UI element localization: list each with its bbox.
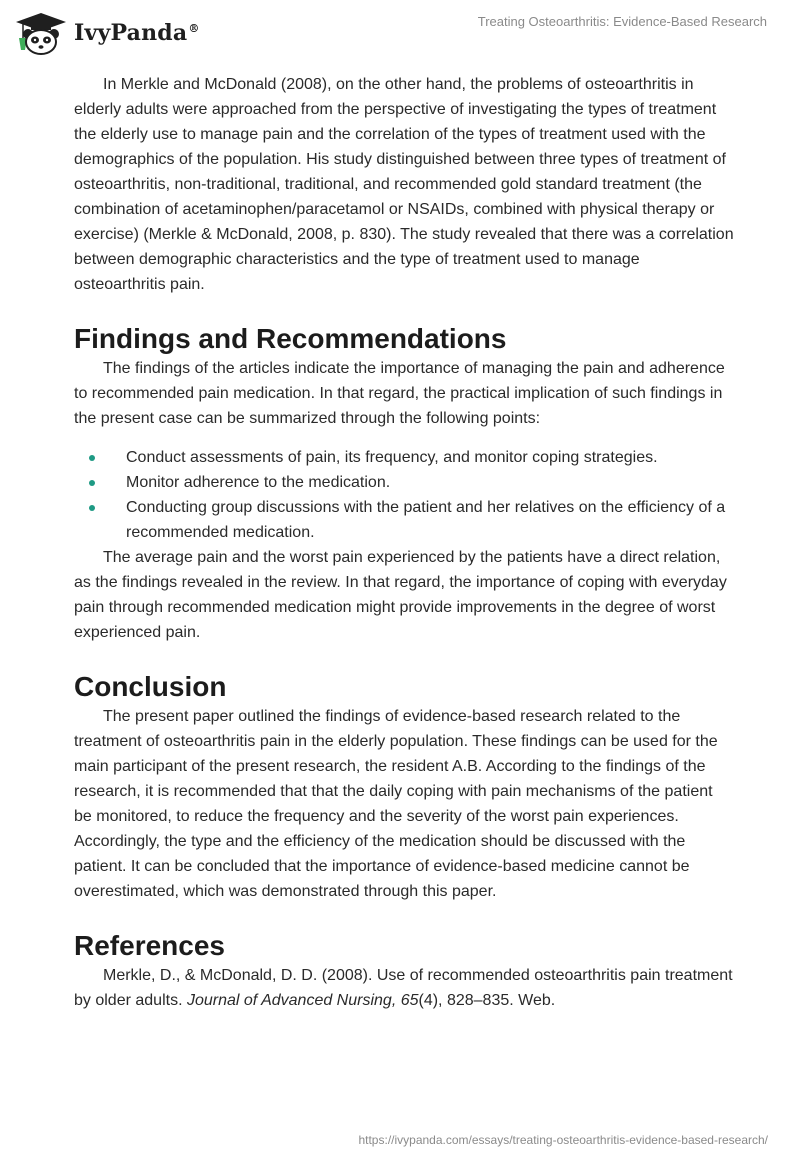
list-item: Monitor adherence to the medication. bbox=[74, 470, 734, 495]
findings-lead-paragraph: The findings of the articles indicate the importance of managing the pain and adherence to recommended pain medication. In that regard, the practical implication of such findings in the present case can be summarized through the following points: bbox=[74, 360, 725, 427]
conclusion-paragraph: The present paper outlined the findings of evidence-based research related to the treatment of osteoarthritis pain in the elderly population. These findings can be used for the main participant of the present research, the resident A.B. According to the findings of the research, it is recommended that that the daily coping with pain mechanisms of the patient be monitored, to reduce the frequency and the severity of the worst pain experiences. Accordingly, the type and the efficiency of the medication should be discussed with the patient. It can be concluded that the importance of evidence-based medicine cannot be overestimated, which was demonstrated through this paper. bbox=[74, 708, 718, 900]
page-header bbox=[0, 0, 800, 70]
bullet-dot-icon bbox=[89, 455, 95, 461]
list-item: Conduct assessments of pain, its frequency, and monitor coping strategies. bbox=[74, 445, 734, 470]
brand-logo-link[interactable] bbox=[14, 10, 200, 56]
findings-heading: Findings and Recommendations bbox=[74, 323, 507, 354]
brand-name: IvyPanda® bbox=[74, 20, 200, 46]
bullet-dot-icon bbox=[89, 505, 95, 511]
references-heading: References bbox=[74, 930, 225, 961]
conclusion-heading: Conclusion bbox=[74, 671, 227, 702]
panda-graduation-cap-icon bbox=[14, 10, 68, 56]
list-item: Conducting group discussions with the patient and her relatives on the efficiency of a recommended medication. bbox=[74, 495, 734, 545]
recommendations-list bbox=[74, 445, 734, 545]
intro-paragraph: In Merkle and McDonald (2008), on the other hand, the problems of osteoarthritis in elderly adults were approached from the perspective of investigating the types of treatment the elderly use to manage pain and the correlation of the types of treatment used with the demographics of the population. His study distinguished between three types of treatment of osteoarthritis, non-traditional, traditional, and recommended gold standard treatment (the combination of acetaminophen/paracetamol or NSAIDs, combined with physical therapy or exercise) (Merkle & McDonald, 2008, p. 830). The study revealed that there was a correlation between demographic characteristics and the type of treatment used to manage osteoarthritis pain. bbox=[74, 76, 734, 293]
reference-entry: Merkle, D., & McDonald, D. D. (2008). Use of recommended osteoarthritis pain treatment by older adults. Journal of Advanced Nursing, 65(4), 828–835. Web. bbox=[74, 967, 733, 1009]
essay-content bbox=[74, 72, 734, 1013]
essay-title: Treating Osteoarthritis: Evidence-Based Research bbox=[477, 14, 767, 29]
findings-follow-paragraph: The average pain and the worst pain experienced by the patients have a direct relation, as the findings revealed in the review. In that regard, the importance of coping with everyday pain through recommended medication might provide improvements in the degree of worst experienced pain. bbox=[74, 549, 727, 641]
source-url-link[interactable]: https://ivypanda.com/essays/treating-osteoarthritis-evidence-based-research/ bbox=[358, 1133, 768, 1147]
bullet-dot-icon bbox=[89, 480, 95, 486]
